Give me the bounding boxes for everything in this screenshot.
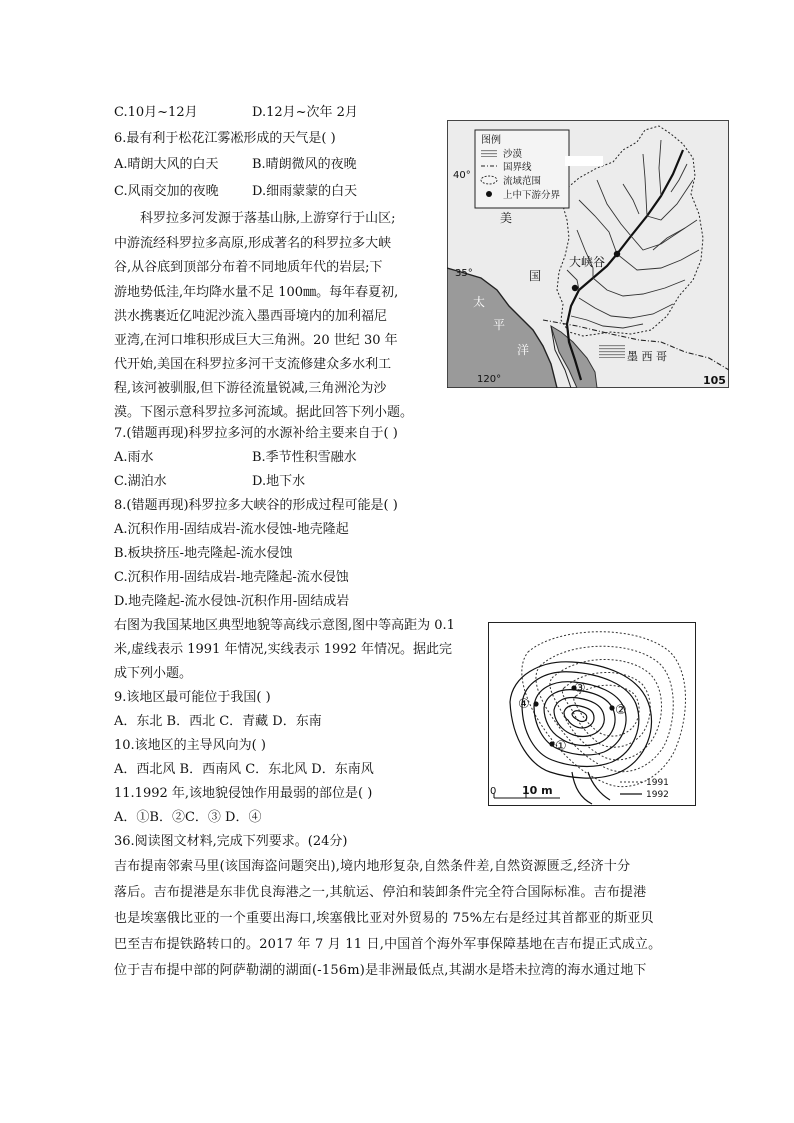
q8-option-a: A.沉积作用-固结成岩-流水侵蚀-地壳隆起: [114, 522, 349, 537]
q36-stem: 36.阅读图文材料,完成下列要求。(24分): [114, 834, 348, 849]
passage-line: 程,该河被驯服,但下游径流量锐减,三角洲沦为沙: [114, 381, 387, 396]
passage-line: 游地势低洼,年均降水量不足 100㎜。每年春夏初,: [114, 285, 399, 300]
passage-line: 漠。下图示意科罗拉多河流域。据此回答下列小题。: [114, 405, 414, 420]
q36-line: 巴至吉布提铁路转口的。2017 年 7 月 11 日,中国首个海外军事保障基地在吉布提正式成立。: [114, 937, 662, 952]
lon-120-label: 120°: [477, 374, 502, 385]
legend-1991: 1991: [646, 778, 669, 788]
legend-basin: 流域范围: [503, 176, 542, 187]
q9-options: A．东北 B．西北 C．青藏 D．东南: [114, 714, 322, 729]
scale-label: 10 m: [522, 784, 553, 797]
q36-line: 吉布提南邻索马里(该国海盗问题突出),境内地形复杂,自然条件差,自然资源匮乏,经济十分: [114, 859, 631, 874]
legend-division-swatch: [486, 191, 492, 197]
q11-stem: 11.1992 年,该地貌侵蚀作用最弱的部位是( ): [114, 786, 373, 801]
site-1-label: ①: [555, 739, 567, 754]
colorado-basin-map: [447, 120, 729, 388]
q6-stem: 6.最有利于松花江雾凇形成的天气是( ): [114, 131, 336, 146]
q7-stem: 7.(错题再现)科罗拉多河的水源补给主要来自于( ): [114, 426, 398, 441]
passage-line: 洪水携裹近亿吨泥沙流入墨西哥境内的加利福尼: [114, 309, 388, 324]
q8-option-d: D.地壳隆起-流水侵蚀-沉积作用-固结成岩: [114, 594, 350, 609]
passage-line: 谷,从谷底到顶部分布着不同地质年代的岩层;下: [114, 260, 383, 275]
q36-line: 也是埃塞俄比亚的一个重要出海口,埃塞俄比亚对外贸易的 75%左右是经过其首都亚的斯亚贝: [114, 911, 654, 926]
q7-option-b: B.季节性积雪融水: [252, 450, 357, 465]
desert-area: [599, 345, 625, 358]
pacific-label-1: 太: [473, 295, 486, 309]
division-point: [572, 285, 578, 291]
site-4-marker: [533, 701, 538, 706]
q5-option-c: C.10月~12月: [114, 105, 198, 120]
site-2-label: ②: [615, 703, 627, 718]
q10-options: A．西北风 B．西南风 C．东北风 D．东南风: [114, 762, 374, 777]
usa-label-1: 美: [500, 211, 513, 225]
lat-40-label: 40°: [453, 170, 471, 181]
passage-line: 代开始,美国在科罗拉多河干支流修建众多水利工: [114, 357, 392, 372]
q11-options: A．①B．②C．③ D．④: [114, 810, 262, 825]
site-2-marker: [609, 705, 614, 710]
mexico-label: 墨 西 哥: [627, 350, 667, 363]
legend-division: 上中下游分界: [503, 190, 561, 201]
site-3-label: ③: [574, 681, 586, 696]
legend-desert-swatch: [481, 149, 497, 157]
q6-option-d: D.细雨蒙蒙的白天: [252, 184, 358, 199]
pacific-label-3: 洋: [517, 343, 530, 357]
legend-border: 国界线: [503, 162, 532, 173]
passage-line: 中游流经科罗拉多高原,形成著名的科罗拉多大峡: [114, 236, 392, 251]
q6-option-a: A.晴朗大风的白天: [114, 157, 219, 172]
q7-option-d: D.地下水: [252, 474, 306, 489]
passage-line: 科罗拉多河发源于落基山脉,上游穿行于山区;: [140, 211, 396, 226]
q7-option-c: C.湖泊水: [114, 474, 167, 489]
q8-option-c: C.沉积作用-固结成岩-地壳隆起-流水侵蚀: [114, 570, 349, 585]
scale-zero: 0: [490, 786, 497, 797]
q6-option-b: B.晴朗微风的夜晚: [252, 157, 357, 172]
pacific-label-2: 平: [493, 318, 506, 332]
q5-option-d: D.12月~次年 2月: [252, 105, 358, 120]
q8-stem: 8.(错题再现)科罗拉多大峡谷的形成过程可能是( ): [114, 498, 398, 513]
lon-105-label: 105: [703, 374, 726, 387]
lat-35-label: 35°: [455, 268, 473, 279]
legend-desert: 沙漠: [503, 149, 523, 160]
q7-option-a: A.雨水: [114, 450, 154, 465]
contour-map: [488, 622, 696, 806]
intro-line: 成下列小题。: [114, 666, 193, 681]
site-1-marker: [549, 741, 554, 746]
passage-line: 亚湾,在河口堆积形成巨大三角洲。20 世纪 30 年: [114, 333, 398, 348]
usa-label-2: 国: [529, 269, 542, 283]
q8-option-b: B.板块挤压-地壳隆起-流水侵蚀: [114, 546, 293, 561]
q10-stem: 10.该地区的主导风向为( ): [114, 738, 266, 753]
q36-line: 落后。吉布提港是东非优良海港之一,其航运、停泊和装卸条件完全符合国际标准。吉布提港: [114, 885, 647, 900]
q9-stem: 9.该地区最可能位于我国( ): [114, 690, 271, 705]
grand-canyon-label: 大峡谷: [569, 255, 606, 269]
division-point: [614, 251, 620, 257]
q6-option-c: C.风雨交加的夜晚: [114, 184, 219, 199]
legend-1992: 1992: [646, 790, 669, 800]
q36-line: 位于吉布提中部的阿萨勒湖的湖面(-156m)是非洲最低点,其湖水是塔未拉湾的海水通过地下: [114, 963, 647, 978]
site-4-label: ④: [518, 697, 530, 712]
intro-line: 米,虚线表示 1991 年情况,实线表示 1992 年情况。据此完: [114, 642, 452, 657]
legend-title: 图例: [481, 135, 501, 146]
intro-line: 右图为我国某地区典型地貌等高线示意图,图中等高距为 0.1: [114, 618, 455, 633]
